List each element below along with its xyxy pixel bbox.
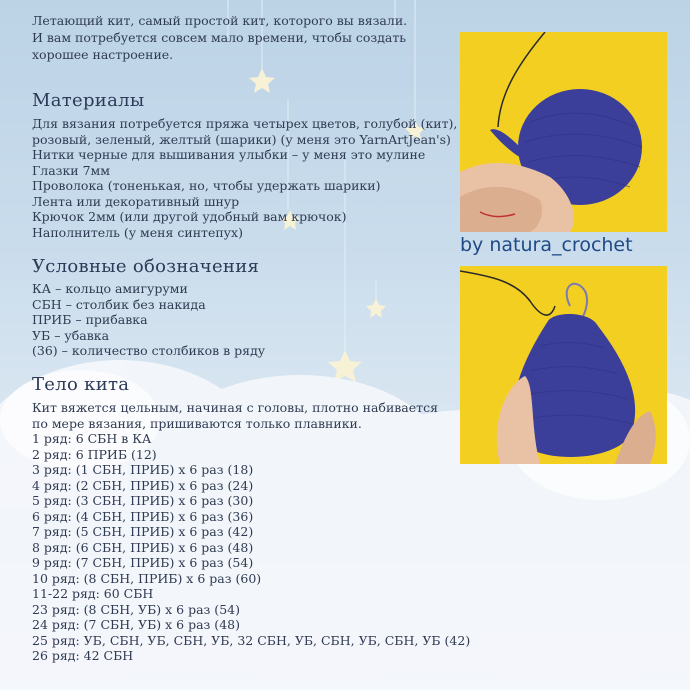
list-item: 9 ряд: (7 СБН, ПРИБ) х 6 раз (54) (32, 555, 254, 570)
list-item: по мере вязания, пришиваются только плавники. (32, 415, 362, 431)
list-item: Наполнитель (у меня синтепух) (32, 224, 243, 240)
list-item: СБН – столбик без накида (32, 296, 206, 312)
list-item: 24 ряд: (7 СБН, УБ) х 6 раз (48) (32, 617, 240, 632)
list-item: 10 ряд: (8 СБН, ПРИБ) х 6 раз (60) (32, 570, 262, 586)
materials-list (32, 116, 457, 240)
intro-line: Летающий кит, самый простой кит, которого вы вязали. (32, 13, 408, 28)
intro-line: хорошее настроение. (32, 47, 174, 62)
list-item: 6 ряд: (4 СБН, ПРИБ) х 6 раз (36) (32, 508, 254, 524)
list-item: КА – кольцо амигуруми (32, 281, 188, 296)
list-item: 11-22 ряд: 60 СБН (32, 586, 154, 601)
list-item: 8 ряд: (6 СБН, ПРИБ) х 6 раз (48) (32, 539, 254, 555)
body-heading: Тело кита (32, 374, 130, 395)
intro-line: И вам потребуется совсем мало времени, чтобы создать (32, 30, 407, 45)
legend-list (32, 281, 265, 359)
photo-whale-head (460, 32, 667, 232)
list-item: 25 ряд: УБ, СБН, УБ, СБН, УБ, 32 СБН, УБ, СБН, УБ, СБН, УБ (42) (32, 632, 471, 648)
list-item: розовый, зеленый, желтый (шарики) (у меня это YarnArtJean's) (32, 131, 451, 147)
list-item: 23 ряд: (8 СБН, УБ) х 6 раз (54) (32, 601, 240, 617)
intro-text (32, 12, 452, 63)
list-item: Проволока (тоненькая, но, чтобы удержать шарики) (32, 178, 381, 193)
list-item: 2 ряд: 6 ПРИБ (12) (32, 446, 157, 462)
list-item: 1 ряд: 6 СБН в КА (32, 431, 152, 446)
body-instructions (32, 400, 470, 664)
list-item: Крючок 2мм (или другой удобный вам крючок) (32, 209, 347, 224)
credit-watermark: by natura_crochet (460, 234, 633, 256)
list-item: (36) – количество столбиков в ряду (32, 343, 266, 358)
list-item: 5 ряд: (3 СБН, ПРИБ) х 6 раз (30) (32, 493, 254, 508)
list-item: 4 ряд: (2 СБН, ПРИБ) х 6 раз (24) (32, 477, 254, 493)
list-item: ПРИБ – прибавка (32, 312, 148, 327)
legend-heading: Условные обозначения (32, 256, 260, 277)
list-item: УБ – убавка (32, 327, 110, 343)
list-item: Глазки 7мм (32, 162, 111, 178)
photo-whale-body (460, 266, 667, 464)
list-item: Лента или декоративный шнур (32, 193, 240, 209)
materials-heading: Материалы (32, 90, 145, 111)
list-item: Для вязания потребуется пряжа четырех цветов, голубой (кит), (32, 116, 458, 131)
list-item: 26 ряд: 42 СБН (32, 648, 134, 663)
list-item: Кит вяжется цельным, начиная с головы, плотно набивается (32, 400, 438, 415)
list-item: 7 ряд: (5 СБН, ПРИБ) х 6 раз (42) (32, 524, 254, 539)
list-item: Нитки черные для вышивания улыбки – у меня это мулине (32, 147, 426, 162)
list-item: 3 ряд: (1 СБН, ПРИБ) х 6 раз (18) (32, 462, 254, 477)
